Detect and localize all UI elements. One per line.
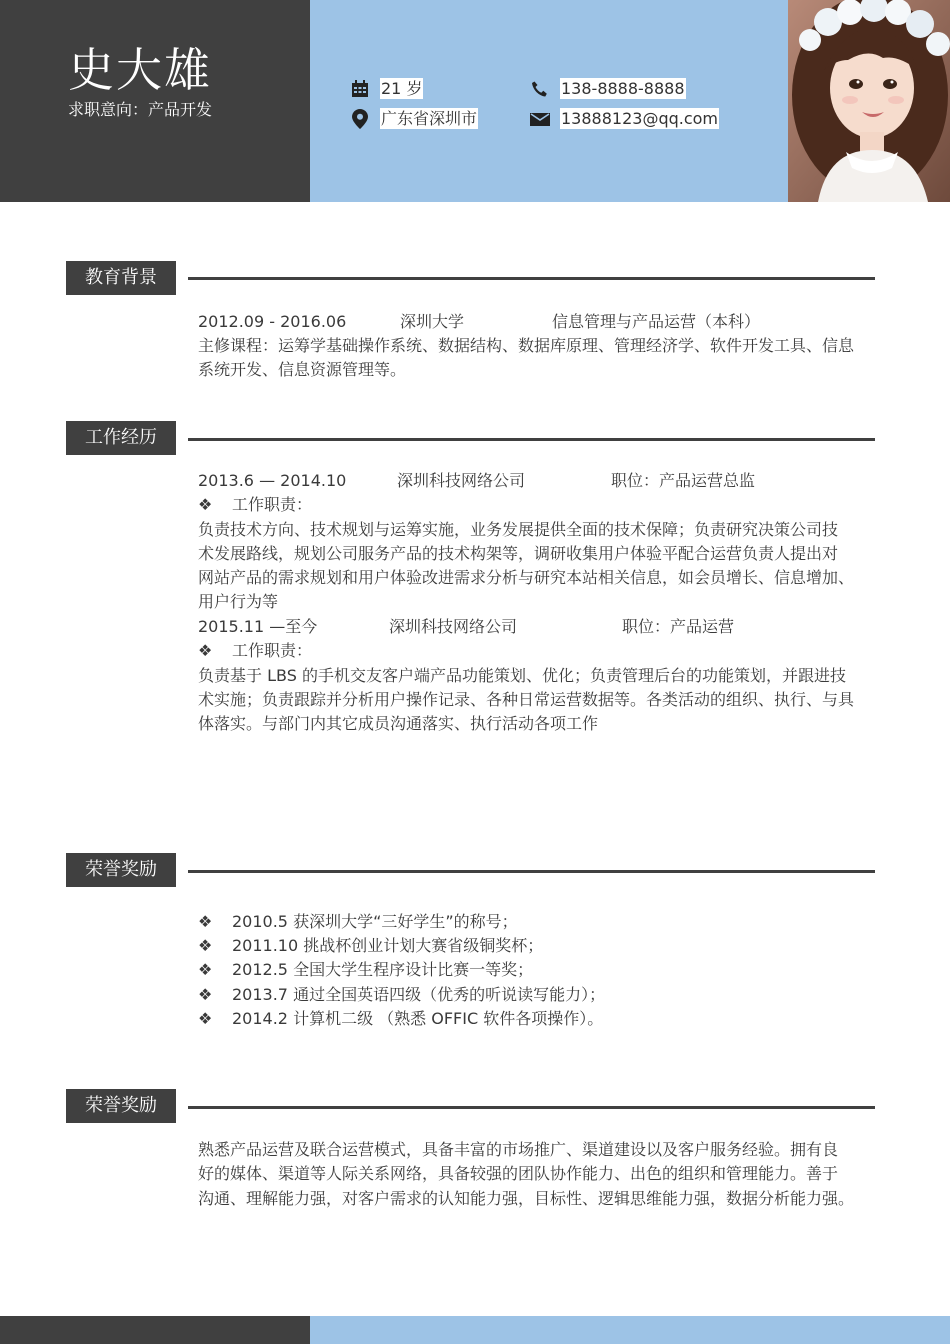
- job-intention-value: 产品开发: [148, 100, 213, 119]
- diamond-bullet-icon: ❖: [198, 495, 213, 514]
- header-name-panel: [0, 0, 310, 202]
- honor-item-text: 2013.7 通过全国英语四级（优秀的听说读写能力）；: [232, 985, 606, 1004]
- education-courses: 主修课程：运筹学基础操作系统、数据结构、数据库原理、管理经济学、软件开发工具、信息: [198, 336, 855, 355]
- education-school: 深圳大学: [400, 312, 465, 331]
- honor-item-text: 2012.5 全国大学生程序设计比赛一等奖；: [232, 960, 534, 979]
- education-courses-cont: 系统开发、信息资源管理等。: [198, 360, 407, 379]
- diamond-bullet-icon: ❖: [198, 912, 213, 931]
- education-divider: [188, 277, 875, 280]
- job-2-duty-line: 体落实。与部门内其它成员沟通落实、执行活动各项工作: [198, 714, 599, 733]
- job-1-duty-line: 术发展路线，规划公司服务产品的技术构架等，调研收集用户体验平配合运营负责人提出对: [198, 544, 839, 563]
- summary-divider: [188, 1106, 875, 1109]
- email-value: 13888123@qq.com: [561, 109, 719, 128]
- honor-item-text: 2010.5 获深圳大学“三好学生”的称号；: [232, 912, 518, 931]
- mail-icon: [530, 109, 550, 129]
- email-row: [530, 108, 719, 129]
- job-1-duty-line: 负责技术方向、技术规划与运筹实施，业务发展提供全面的技术保障；负责研究决策公司技: [198, 520, 839, 539]
- phone-value: 138-8888-8888: [561, 79, 685, 98]
- footer-bar-dark: [0, 1316, 310, 1344]
- honor-item: [198, 958, 533, 982]
- job-2-period: 2015.11 —至今: [198, 617, 318, 636]
- candidate-name: 史大雄: [68, 43, 212, 97]
- phone-icon: [530, 79, 550, 99]
- job-intention: [68, 100, 212, 120]
- job-2-position: 职位：产品运营: [622, 617, 735, 636]
- honor-item: [198, 910, 518, 934]
- footer-bar-accent: [310, 1316, 950, 1344]
- job-2-duty-label: 工作职责：: [232, 641, 313, 660]
- location-row: [350, 108, 478, 129]
- location-value: 广东省深圳市: [381, 109, 478, 128]
- honor-item: [198, 983, 605, 1007]
- honors-section-title: 荣誉奖励: [66, 853, 176, 887]
- job-1-duty-heading: [198, 493, 312, 517]
- diamond-bullet-icon: ❖: [198, 1009, 213, 1028]
- diamond-bullet-icon: ❖: [198, 960, 213, 979]
- location-pin-icon: [350, 109, 370, 129]
- job-1-period: 2013.6 — 2014.10: [198, 471, 347, 490]
- calendar-icon: [350, 79, 370, 99]
- job-2-duty-heading: [198, 639, 312, 663]
- profile-photo: [788, 0, 950, 202]
- job-1-duty-line: 用户行为等: [198, 592, 279, 611]
- honor-item-text: 2014.2 计算机二级 （熟悉 OFFIC 软件各项操作）。: [232, 1009, 604, 1028]
- header-contact-panel: [310, 0, 788, 202]
- job-1-duty-line: 网站产品的需求规划和用户体验改进需求分析与研究本站相关信息，如会员增长、信息增加、: [198, 568, 855, 587]
- diamond-bullet-icon: ❖: [198, 936, 213, 955]
- honor-item: [198, 1007, 603, 1031]
- education-period: 2012.09 - 2016.06: [198, 312, 347, 331]
- honor-item: [198, 934, 543, 958]
- job-2-duty-line: 负责基于 LBS 的手机交友客户端产品功能策划、优化；负责管理后台的功能策划，并跟进技: [198, 666, 846, 685]
- job-1-company: 深圳科技网络公司: [397, 471, 526, 490]
- phone-row: [530, 78, 686, 99]
- summary-line: 熟悉产品运营及联合运营模式，具备丰富的市场推广、渠道建设以及客户服务经验。拥有良: [198, 1140, 839, 1159]
- education-section-title: 教育背景: [66, 261, 176, 295]
- age-value: 21 岁: [381, 79, 423, 98]
- diamond-bullet-icon: ❖: [198, 641, 213, 660]
- job-1-position: 职位：产品运营总监: [611, 471, 756, 490]
- diamond-bullet-icon: ❖: [198, 985, 213, 1004]
- work-section-title: 工作经历: [66, 421, 176, 455]
- job-intention-label: 求职意向：: [68, 100, 149, 119]
- age-row: [350, 78, 423, 99]
- honors-divider: [188, 870, 875, 873]
- summary-line: 沟通、理解能力强，对客户需求的认知能力强，目标性、逻辑思维能力强，数据分析能力强。: [198, 1189, 855, 1208]
- honor-item-text: 2011.10 挑战杯创业计划大赛省级铜奖杯；: [232, 936, 544, 955]
- education-major: 信息管理与产品运营（本科）: [552, 312, 761, 331]
- job-2-duty-line: 术实施；负责跟踪并分析用户操作记录、各种日常运营数据等。各类活动的组织、执行、与具: [198, 690, 855, 709]
- summary-section-title: 荣誉奖励: [66, 1089, 176, 1123]
- work-divider: [188, 438, 875, 441]
- summary-line: 好的媒体、渠道等人际关系网络，具备较强的团队协作能力、出色的组织和管理能力。善于: [198, 1164, 839, 1183]
- job-1-duty-label: 工作职责：: [232, 495, 313, 514]
- job-2-company: 深圳科技网络公司: [389, 617, 518, 636]
